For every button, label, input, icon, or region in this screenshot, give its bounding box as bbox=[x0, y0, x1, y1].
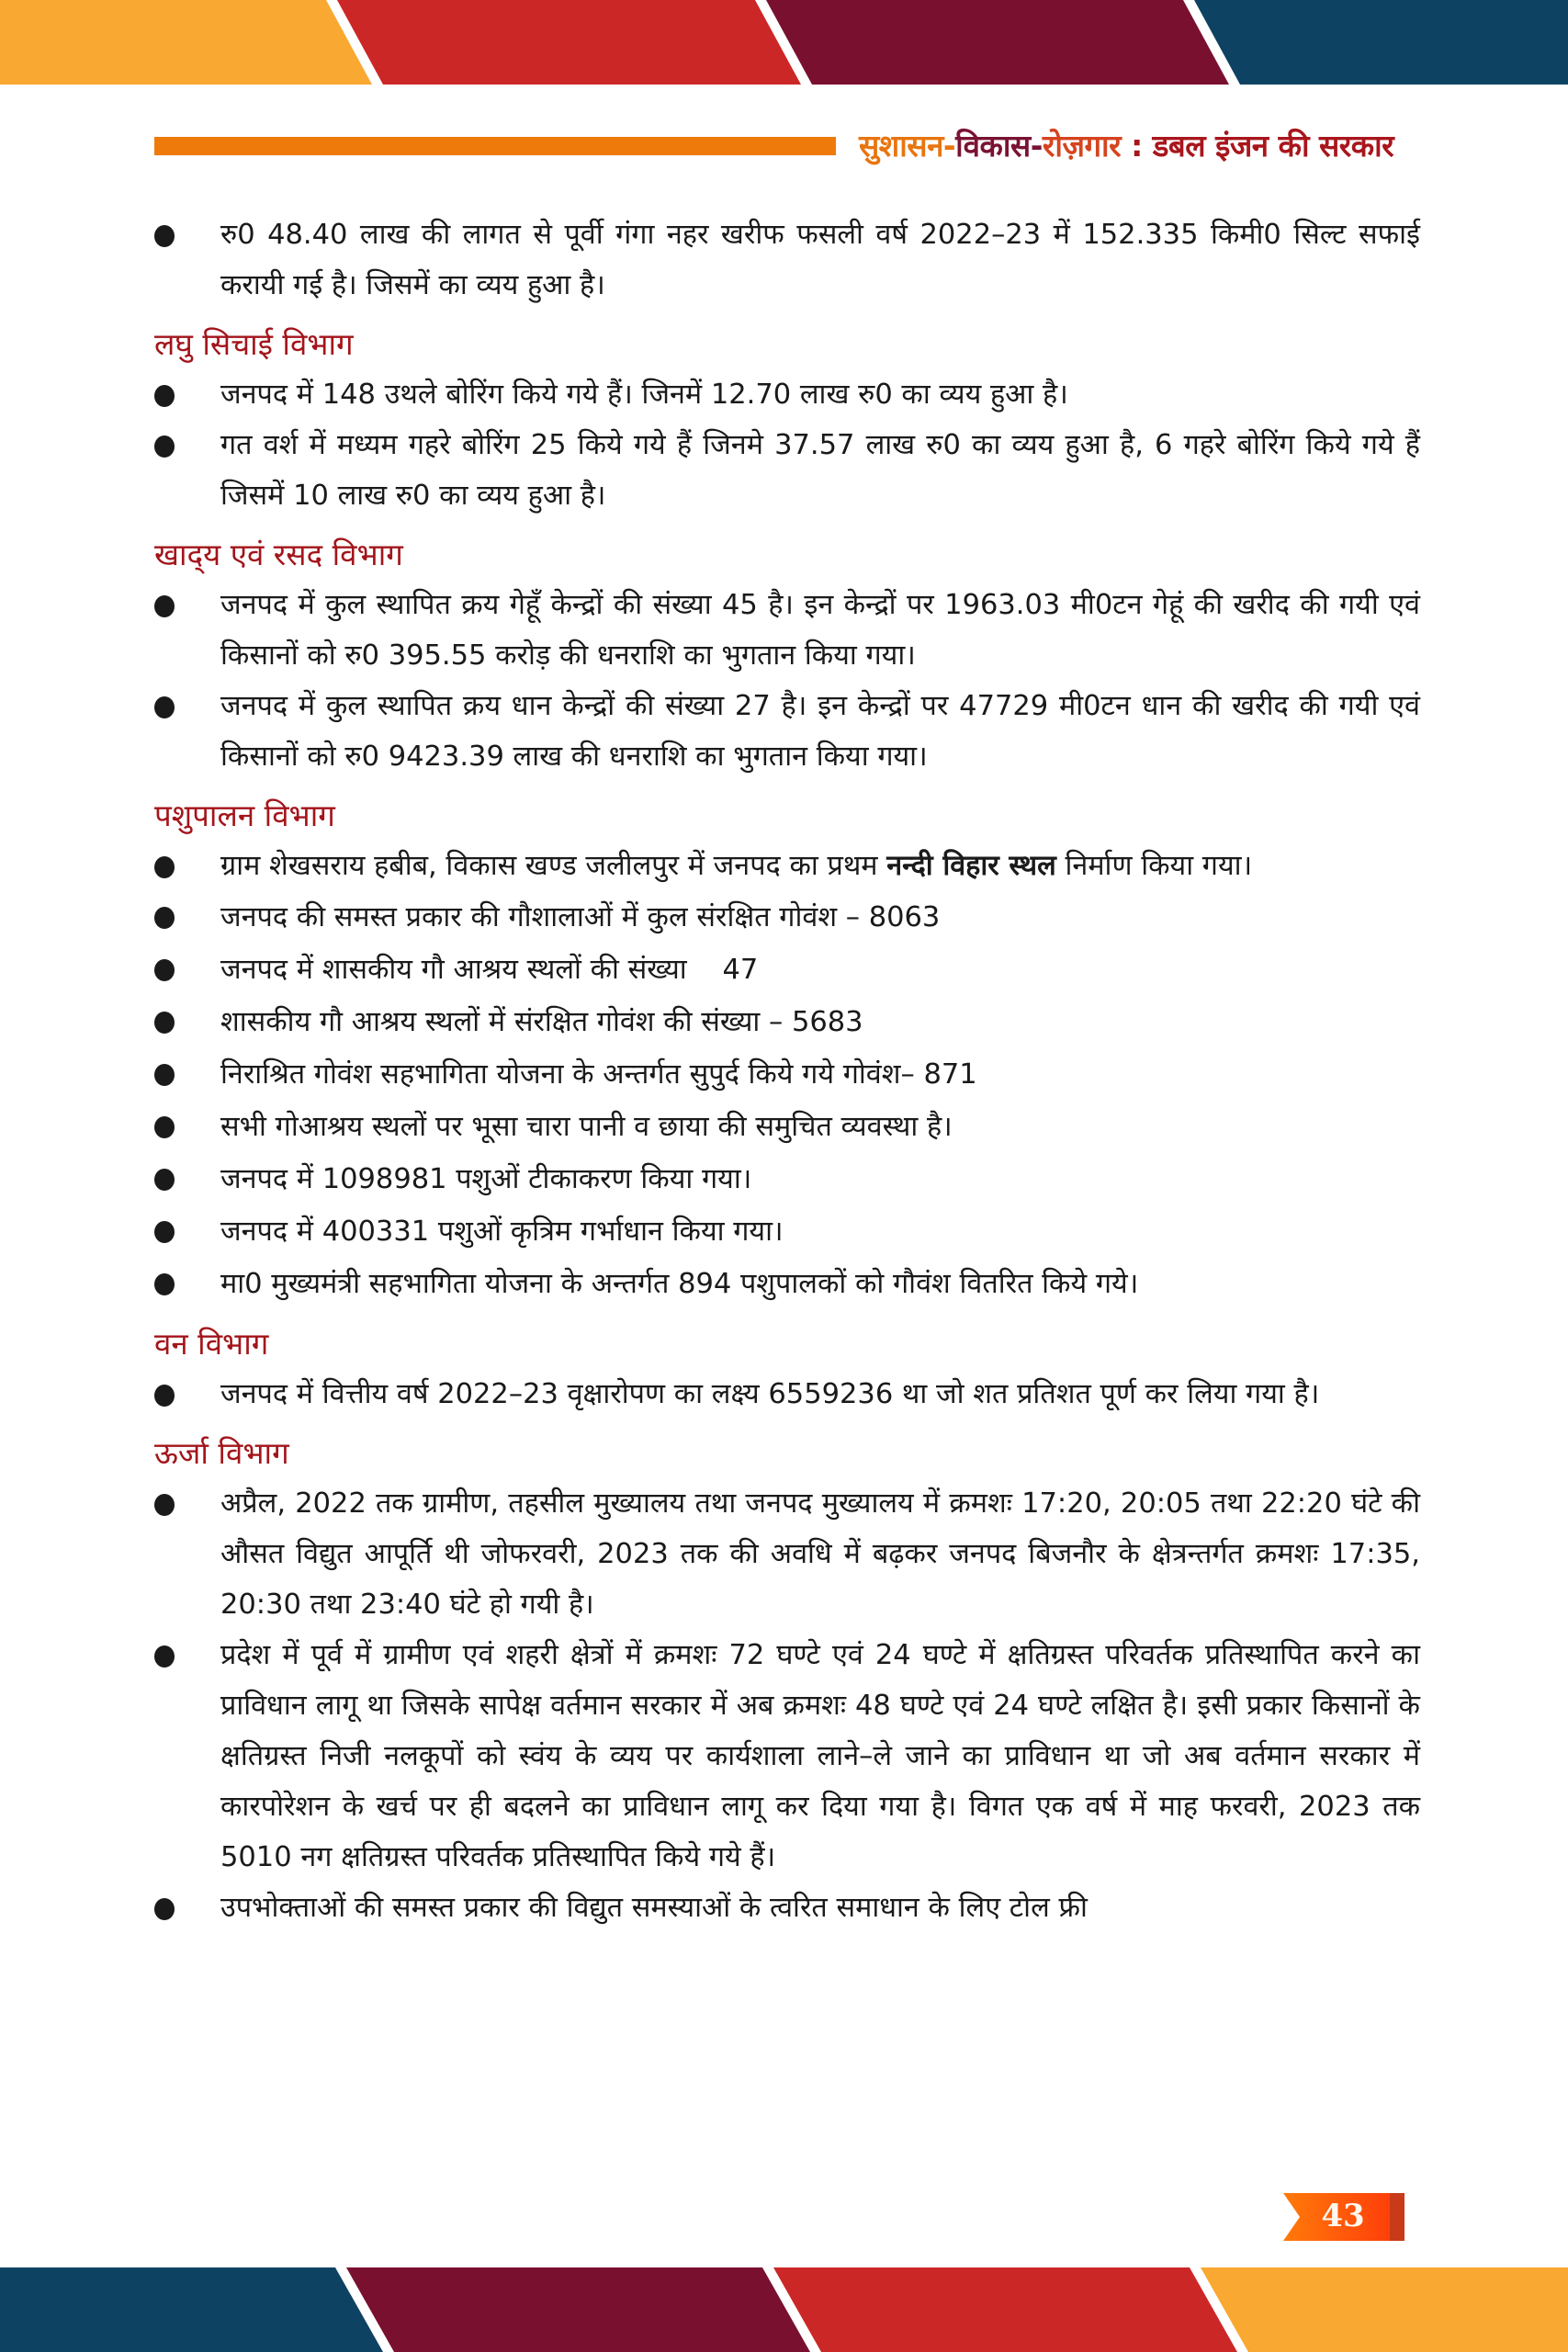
list-item bbox=[154, 1101, 1420, 1153]
bullet-icon bbox=[154, 1064, 175, 1086]
list-item-text: उपभोक्ताओं की समस्त प्रकार की विद्युत समस्याओं के त्वरित समाधान के लिए टोल फ्री bbox=[220, 1892, 1088, 1924]
list-item-text: जनपद में 400331 पशुओं कृत्रिम गर्भाधान किया गया। bbox=[220, 1216, 784, 1248]
section-heading-forest: वन विभाग bbox=[154, 1326, 269, 1362]
section-heading-food-supply: खाद्‌य एवं रसद विभाग bbox=[154, 537, 403, 572]
list-item-text: रु0 48.40 लाख की लागत से पूर्वी गंगा नहर खरीफ फसली वर्ष 2022–23 में 152.335 किमी0 सिल्ट सफाई करायी गई है। जिसमें का व्यय हुआ है। bbox=[220, 219, 1420, 301]
list-item-text: जनपद की समस्त प्रकार की गौशालाओं में कुल संरक्षित गोवंश – 8063 bbox=[220, 901, 941, 933]
list-item-text: प्रदेश में पूर्व में ग्रामीण एवं शहरी क्षेत्रों में क्रमशः 72 घण्टे एवं 24 घण्टे में क्षतिग्रस्त परिवर्तक प्रतिस्थापित करने का प्राविधान लागू था जिसके सापेक्ष वर्तमान सरकार में अब क्रमशः 48 घण्टे एवं 24 घण्टे लक्षित है। इसी प्रकार किसानों के क्षतिग्रस्त निजी नलकूपों को स्वंय के व्यय पर कार्यशाला लाने–ले जाने का प्राविधान था जो अब वर्तमान सरकार में कारपोरेशन के खर्च पर ही बदलने का प्राविधान लागू कर दिया गया है। विगत एक वर्ष में माह फरवरी, 2023 तक 5010 नग क्षतिग्रस्त परिवर्तक प्रतिस्थापित किये गये हैं। bbox=[220, 1639, 1420, 1873]
list-item-text: जनपद में कुल स्थापित क्रय धान केन्द्रों की संख्या 27 है। इन केन्द्रों पर 47729 मी0टन धान की खरीद की गयी एवं किसानों को रु0 9423.39 लाख की धनराशि का भुगतान किया गया। bbox=[220, 690, 1420, 773]
list-item-text: सभी गोआश्रय स्थलों पर भूसा चारा पानी व छाया की समुचित व्यवस्था है। bbox=[220, 1111, 953, 1143]
bullet-icon bbox=[154, 907, 175, 929]
list-item bbox=[154, 420, 1420, 521]
list-item bbox=[154, 841, 1420, 891]
section-heading-animal-husbandry: पशुपालन विभाग bbox=[154, 797, 335, 833]
top-decorative-band bbox=[0, 0, 1568, 85]
header-title-part: सुशासन- bbox=[859, 128, 956, 164]
list-item-text: जनपद में शासकीय गौ आश्रय स्थलों की संख्या 47 bbox=[220, 954, 759, 986]
list-item bbox=[154, 1048, 1420, 1101]
list-item bbox=[154, 891, 1420, 944]
list-item-text: मा0 मुख्यमंत्री सहभागिता योजना के अन्तर्गत 894 पशुपालकों को गौवंश वितरित किये गये। bbox=[220, 1268, 1139, 1300]
list-item bbox=[154, 1369, 1420, 1419]
minor-irrigation-list bbox=[154, 369, 1420, 521]
list-item-text: जनपद में कुल स्थापित क्रय गेहूँ केन्द्रों की संख्या 45 है। इन केन्द्रों पर 1963.03 मी0टन गेहूं की खरीद की गयी एवं किसानों को रु0 395.55 करोड़ की धनराशि का भुगतान किया गया। bbox=[220, 589, 1420, 672]
list-item bbox=[154, 1883, 1420, 1933]
list-item bbox=[154, 996, 1420, 1048]
bullet-icon bbox=[154, 1494, 175, 1516]
list-item bbox=[154, 580, 1420, 681]
band-segment bbox=[346, 2267, 810, 2352]
list-item-text: अप्रैल, 2022 तक ग्रामीण, तहसील मुख्यालय तथा जनपद मुख्यालय में क्रमशः 17:20, 20:05 तथा 22:20 घंटे की औसत विद्युत आपूर्ति थी जोफरवरी, 2023 तक की अवधि में बढ़कर जनपद बिजनौर के क्षेत्रन्तर्गत क्रमशः 17:35, 20:30 तथा 23:40 घंटे हो गयी है। bbox=[220, 1487, 1420, 1621]
list-item-text-prefix: ग्राम शेखसराय हबीब, विकास खण्ड जलीलपुर में जनपद का प्रथम bbox=[220, 850, 887, 882]
energy-list bbox=[154, 1478, 1420, 1933]
bullet-icon bbox=[154, 1012, 175, 1034]
running-header-title bbox=[859, 124, 1393, 165]
bottom-decorative-band bbox=[0, 2267, 1568, 2352]
list-item bbox=[154, 681, 1420, 782]
page-number: 43 bbox=[1321, 2198, 1365, 2234]
list-item bbox=[154, 1205, 1420, 1258]
list-item-text: जनपद में 1098981 पशुओं टीकाकरण किया गया। bbox=[220, 1163, 752, 1195]
band-segment bbox=[1201, 2267, 1568, 2352]
bullet-icon bbox=[154, 1273, 175, 1295]
bullet-icon bbox=[154, 1116, 175, 1138]
band-segment bbox=[766, 0, 1229, 85]
bullet-icon bbox=[154, 225, 175, 247]
food-supply-list bbox=[154, 580, 1420, 782]
list-item bbox=[154, 369, 1420, 420]
bullet-icon bbox=[154, 595, 175, 617]
list-item bbox=[154, 209, 1420, 311]
animal-husbandry-list bbox=[154, 841, 1420, 1310]
intro-list bbox=[154, 209, 1420, 311]
list-item-text-suffix: निर्माण किया गया। bbox=[1055, 850, 1253, 882]
forest-list bbox=[154, 1369, 1420, 1419]
band-segment bbox=[773, 2267, 1237, 2352]
bullet-icon bbox=[154, 1898, 175, 1920]
list-item-text: निराश्रित गोवंश सहभागिता योजना के अन्तर्गत सुपुर्द किये गये गोवंश– 871 bbox=[220, 1058, 977, 1091]
list-item-text: जनपद में वित्तीय वर्ष 2022–23 वृक्षारोपण का लक्ष्य 6559236 था जो शत प्रतिशत पूर्ण कर लिया गया है। bbox=[220, 1378, 1320, 1410]
list-item bbox=[154, 1153, 1420, 1205]
bullet-icon bbox=[154, 856, 175, 878]
list-item-text: शासकीय गौ आश्रय स्थलों में संरक्षित गोवंश की संख्या – 5683 bbox=[220, 1006, 863, 1038]
bullet-icon bbox=[154, 1645, 175, 1668]
list-item bbox=[154, 1258, 1420, 1310]
band-segment bbox=[337, 0, 801, 85]
band-segment bbox=[0, 0, 372, 85]
list-item bbox=[154, 944, 1420, 996]
section-heading-minor-irrigation: लघु सिचाई विभाग bbox=[154, 326, 354, 362]
list-item bbox=[154, 1630, 1420, 1883]
bullet-icon bbox=[154, 1169, 175, 1191]
bullet-icon bbox=[154, 385, 175, 407]
list-item-text: गत वर्श में मध्यम गहरे बोरिंग 25 किये गये हैं जिनमे 37.57 लाख रु0 का व्यय हुआ है, 6 गहरे बोरिंग किये गये हैं जिसमें 10 लाख रु0 का व्यय हुआ है। bbox=[220, 429, 1420, 512]
band-segment bbox=[0, 2267, 383, 2352]
header-title-part: विकास- bbox=[955, 128, 1043, 164]
list-item-text-bold: नन्दी विहार स्थल bbox=[886, 850, 1056, 882]
list-item-text: जनपद में 148 उथले बोरिंग किये गये हैं। जिनमें 12.70 लाख रु0 का व्यय हुआ है। bbox=[220, 379, 1068, 411]
page-content bbox=[154, 209, 1420, 1933]
header-accent-bar bbox=[154, 137, 836, 155]
band-segment bbox=[1194, 0, 1568, 85]
bullet-icon bbox=[154, 959, 175, 981]
header-title-part: : डबल इंजन की सरकार bbox=[1121, 128, 1394, 164]
list-item bbox=[154, 1478, 1420, 1630]
header-title-part: रोज़गार bbox=[1042, 128, 1122, 164]
bullet-icon bbox=[154, 435, 175, 458]
bullet-icon bbox=[154, 1385, 175, 1407]
section-heading-energy: ऊर्जा विभाग bbox=[154, 1435, 289, 1471]
bullet-icon bbox=[154, 696, 175, 718]
bullet-icon bbox=[154, 1221, 175, 1243]
